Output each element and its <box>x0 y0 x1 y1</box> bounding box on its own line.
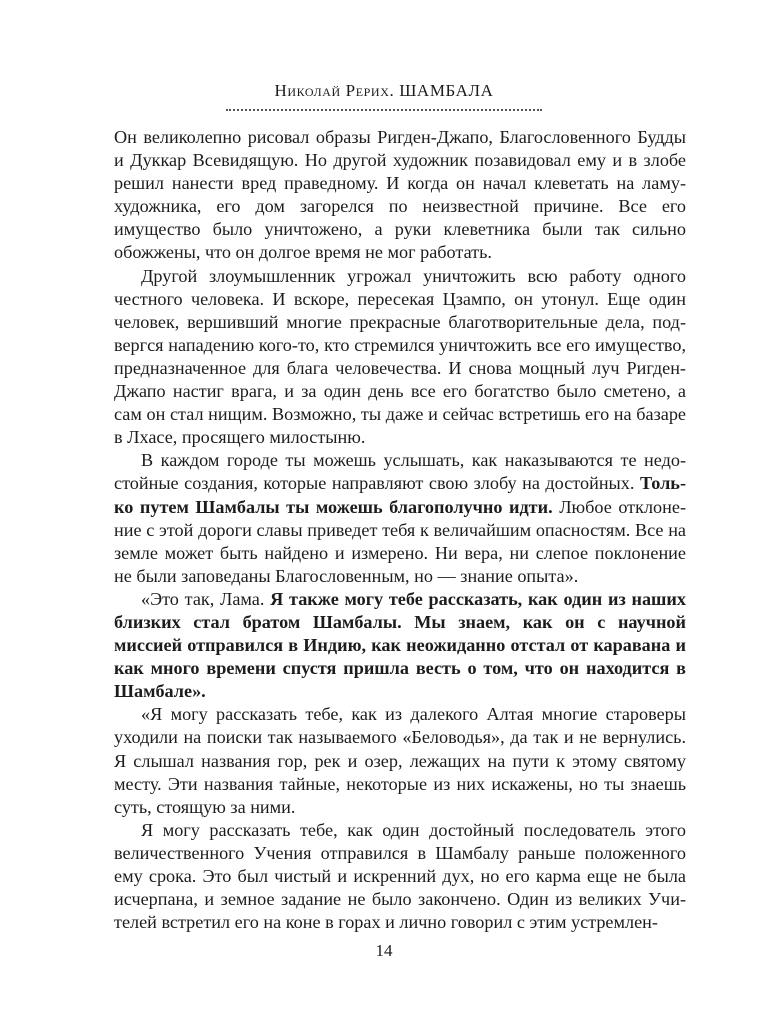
paragraph-6 <box>114 819 686 934</box>
body-text <box>114 126 686 934</box>
paragraph-3-bold-text: Только путем Шамбалы ты можешь благополучно идти. <box>114 473 686 517</box>
paragraph-5 <box>114 703 686 818</box>
running-head-author: Николай Рерих. <box>274 81 395 100</box>
paragraph-4 <box>114 588 686 703</box>
running-head-title: ШАМБАЛА <box>399 81 494 100</box>
paragraph-4-text: «Это так, Лама. <box>141 588 271 609</box>
paragraph-2-text: Другой злоумышленник угрожал уничтожить всю работу одного честного человека. И вскоре, пересекая Цзампо, он утонул. Еще один человек, вершивший многие прекрасные благотворительные дела, подвергся нападению кого-то, кто стремился уничтожить все его имущество, предназначенное для блага человечества. И снова мощный луч Ригден-Джапо настиг врага, и за один день все его богатство было сметено, а сам он стал нищим. Возможно, ты даже и сейчас встретишь его на базаре в Лхасе, просящего милостыню. <box>114 265 686 448</box>
paragraph-4-bold-text: Я также могу тебе рассказать, как один из наших близких стал братом Шамбалы. Мы знаем, как он с научной миссией отправился в Индию, как неожиданно отстал от каравана и как много времени спустя пришла весть о том, что он находится в Шамбале». <box>114 588 686 702</box>
paragraph-6-text: Я могу рассказать тебе, как один достойный последователь этого величественного Учения отправился в Шамбалу раньше положенного ему срока. Это был чистый и искренний дух, но его карма еще не была исчерпана, и земное задание не было закончено. Один из великих Учителей встретил его на коне в горах и лично говорил с этим устремлен- <box>114 819 686 933</box>
paragraph-1-text: Он великолепно рисовал образы Ригден-Джапо, Благословенного Будды и Дуккар Всевидящую. Но другой художник позавидовал ему и в злобе решил нанести вред праведному. И когда он начал клеветать на ламу-художника, его дом загорелся по неизвестной причине. Все его имущество было уничтожено, а руки клеветника были так сильно обожжены, что он долгое время не мог работать. <box>114 127 686 263</box>
paragraph-3 <box>114 449 686 588</box>
running-head-dotted-rule <box>226 109 542 111</box>
paragraph-5-text: «Я могу рассказать тебе, как из далекого Алтая многие староверы уходили на поиски так называемого «Беловодья», да так и не вернулись. Я слышал названия гор, рек и озер, лежащих на пути к этому святому месту. Эти названия тайные, некоторые из них искажены, но ты знаешь суть, стоящую за ними. <box>114 704 686 817</box>
running-head <box>0 80 768 102</box>
paragraph-2 <box>114 265 686 450</box>
page-number: 14 <box>375 941 393 960</box>
paragraph-1 <box>114 126 686 265</box>
paragraph-3-text-a: В каждом городе ты можешь услышать, как наказываются те недостойные создания, которые направляют свою злобу на достойных. <box>114 450 686 494</box>
paragraph-3-text-b: Любое отклонение с этой дороги славы приведет тебя к величайшим опасностям. Все на земле может быть найдено и измерено. Ни вера, ни слепое поклонение не были заповеданы Благословенным, но — знание опыта». <box>114 496 686 586</box>
